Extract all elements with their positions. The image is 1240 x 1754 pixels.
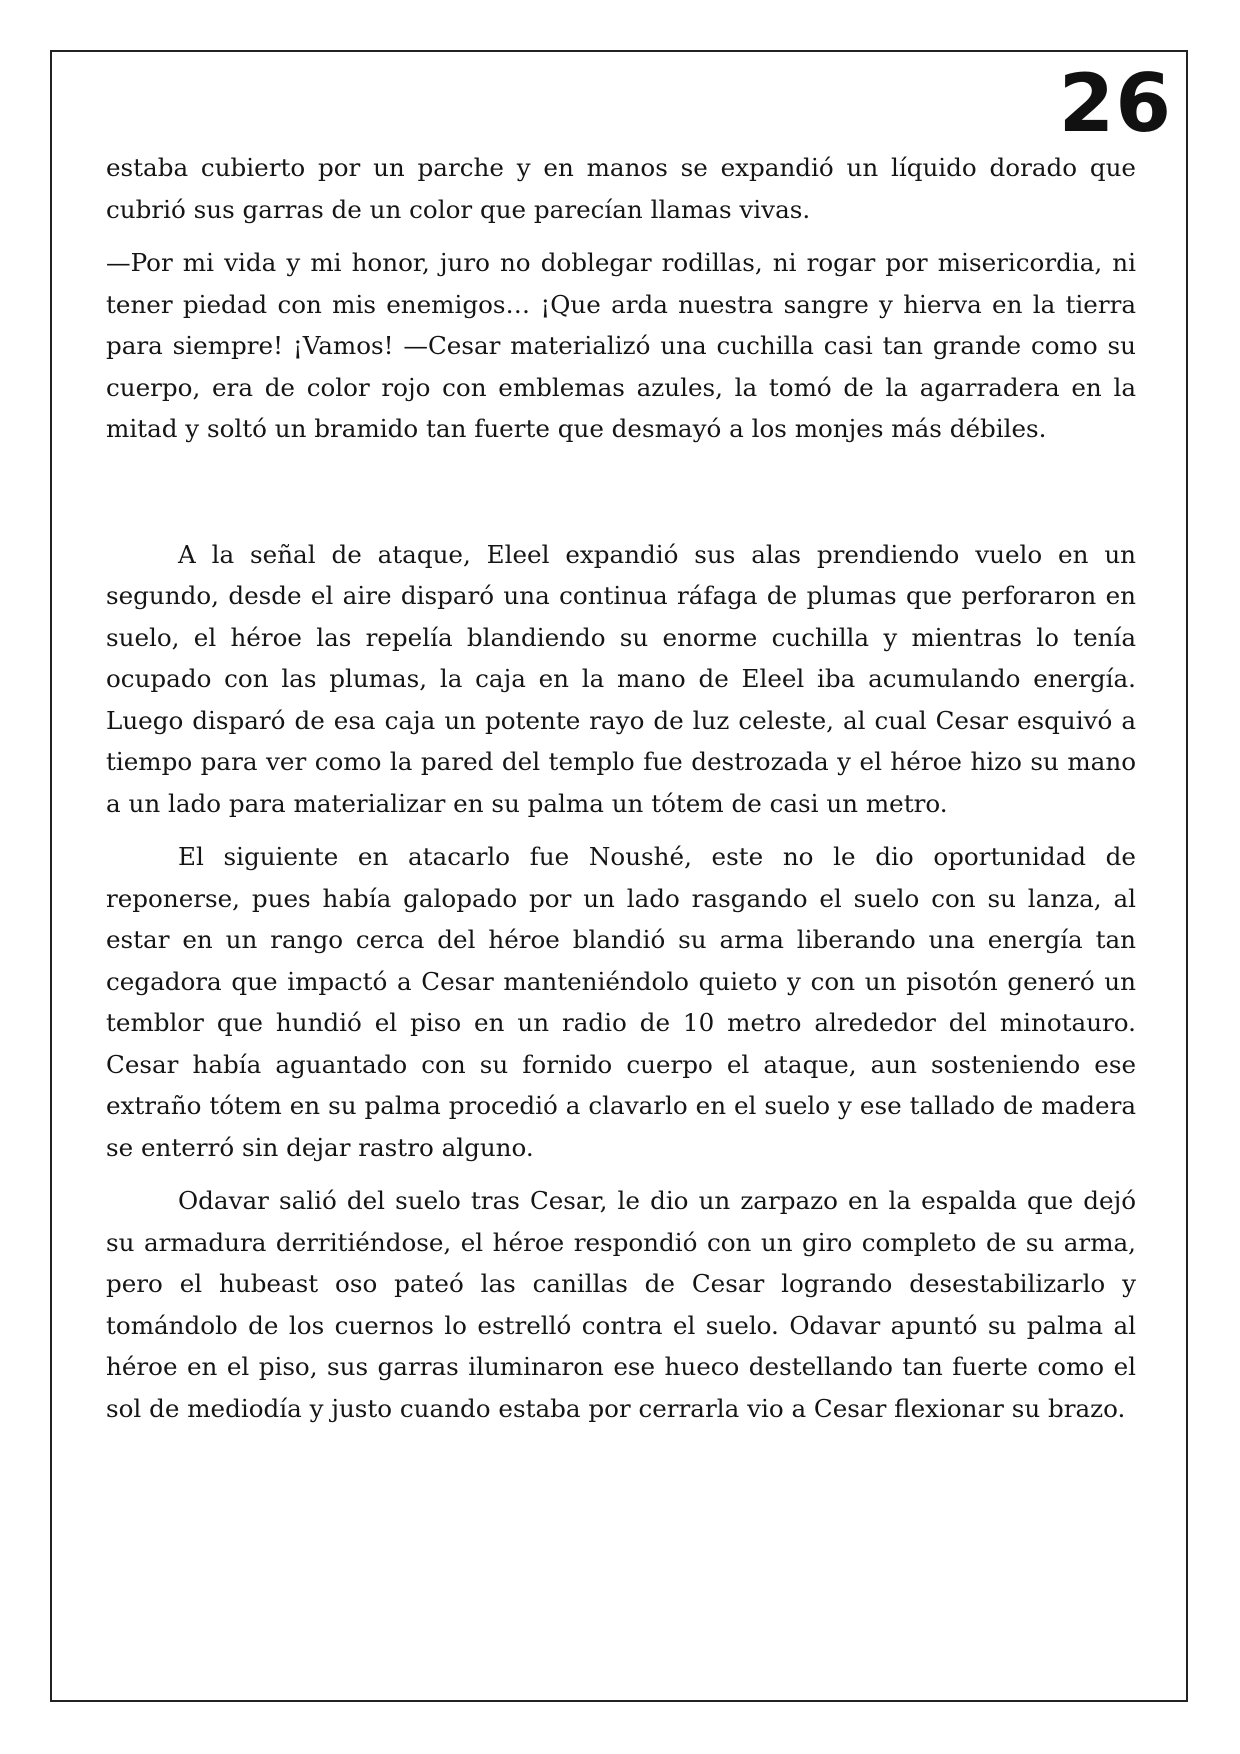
- paragraph: A la señal de ataque, Eleel expandió sus alas prendiendo vuelo en un segundo, desde el aire disparó una continua ráfaga de plumas que perforaron en suelo, el héroe las repelía blandiendo su enorme cuchilla y mientras lo tenía ocupado con las plumas, la caja en la mano de Eleel iba acumulando energía. Luego disparó de esa caja un potente rayo de luz celeste, al cual Cesar esquivó a tiempo para ver como la pared del templo fue destrozada y el héroe hizo su mano a un lado para materializar en su palma un tótem de casi un metro.: [106, 539, 1136, 818]
- page-number: 26: [1058, 57, 1172, 150]
- page-frame: [50, 50, 1188, 1702]
- paragraph: El siguiente en atacarlo fue Noushé, este no le dio oportunidad de reponerse, pues había galopado por un lado rasgando el suelo con su lanza, al estar en un rango cerca del héroe blandió su arma liberando una energía tan cegadora que impactó a Cesar manteniéndolo quieto y con un pisotón generó un temblor que hundió el piso en un radio de 10 metro alrededor del minotauro. Cesar había aguantado con su fornido cuerpo el ataque, aun sosteniendo ese extraño tótem en su palma procedió a clavarlo en el suelo y ese tallado de madera se enterró sin dejar rastro alguno.: [106, 842, 1136, 1162]
- paragraph: estaba cubierto por un parche y en manos se expandió un líquido dorado que cubrió sus garras de un color que parecían llamas vivas.: [106, 153, 1136, 224]
- section-break: [106, 462, 1136, 534]
- text-body: [106, 147, 1136, 1441]
- dialogue-paragraph: —Por mi vida y mi honor, juro no doblegar rodillas, ni rogar por misericordia, ni tener piedad con mis enemigos… ¡Que arda nuestra sangre y hierva en la tierra para siempre! ¡Vamos! —Cesar materializó una cuchilla casi tan grande como su cuerpo, era de color rojo con emblemas azules, la tomó de la agarradera en la mitad y soltó un bramido tan fuerte que desmayó a los monjes más débiles.: [106, 248, 1136, 443]
- paragraph: Odavar salió del suelo tras Cesar, le dio un zarpazo en la espalda que dejó su armadura derritiéndose, el héroe respondió con un giro completo de su arma, pero el hubeast oso pateó las canillas de Cesar logrando desestabilizarlo y tomándolo de los cuernos lo estrelló contra el suelo. Odavar apuntó su palma al héroe en el piso, sus garras iluminaron ese hueco destellando tan fuerte como el sol de mediodía y justo cuando estaba por cerrarla vio a Cesar flexionar su brazo.: [106, 1186, 1136, 1423]
